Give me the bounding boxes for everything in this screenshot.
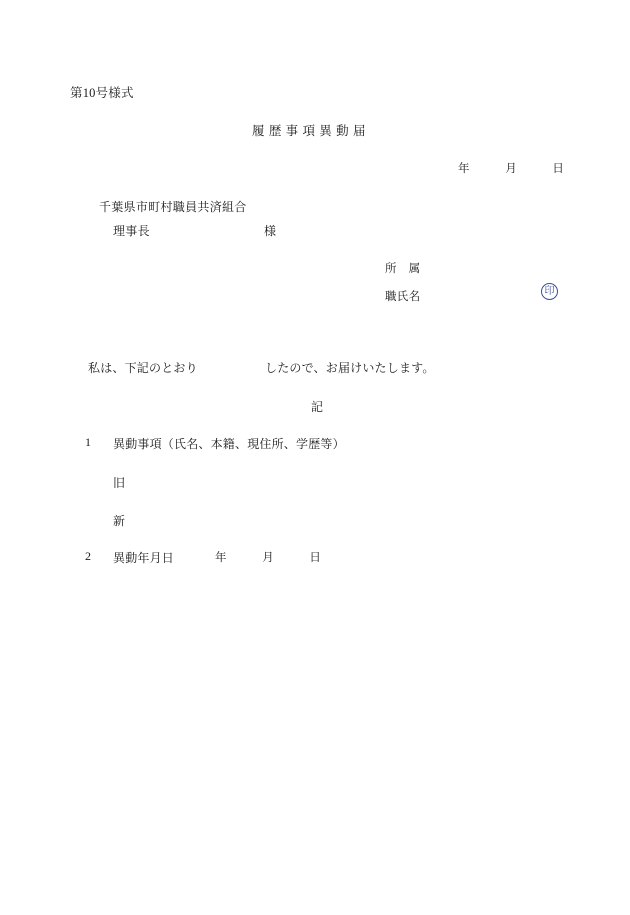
item-1-label: 異動事項（氏名、本籍、現住所、学歴等）	[113, 437, 345, 451]
addressee-honorific: 様	[264, 224, 277, 238]
seal-icon: 印	[541, 283, 558, 300]
item-2-number: 2	[85, 549, 91, 563]
item-1-new-label: 新	[113, 514, 126, 528]
name-label: 職氏名	[385, 291, 421, 303]
item-2-date-line: 年 月 日	[215, 552, 322, 564]
organization-name: 千葉県市町村職員共済組合	[99, 200, 247, 214]
item-2-label: 異動年月日	[113, 551, 175, 565]
form-number: 第10号様式	[70, 86, 134, 100]
statement-suffix: したので、お届けいたします。	[265, 361, 435, 375]
item-1-old-label: 旧	[113, 476, 126, 490]
addressee-title: 理事長	[113, 224, 150, 238]
ki-mark: 記	[311, 400, 324, 414]
affiliation-label: 所 属	[385, 263, 421, 275]
submission-date-line: 年 月 日	[458, 163, 565, 175]
statement-prefix: 私は、下記のとおり	[88, 361, 198, 375]
item-1-number: 1	[85, 435, 91, 449]
page-title: 履 歴 事 項 異 動 届	[252, 124, 367, 138]
